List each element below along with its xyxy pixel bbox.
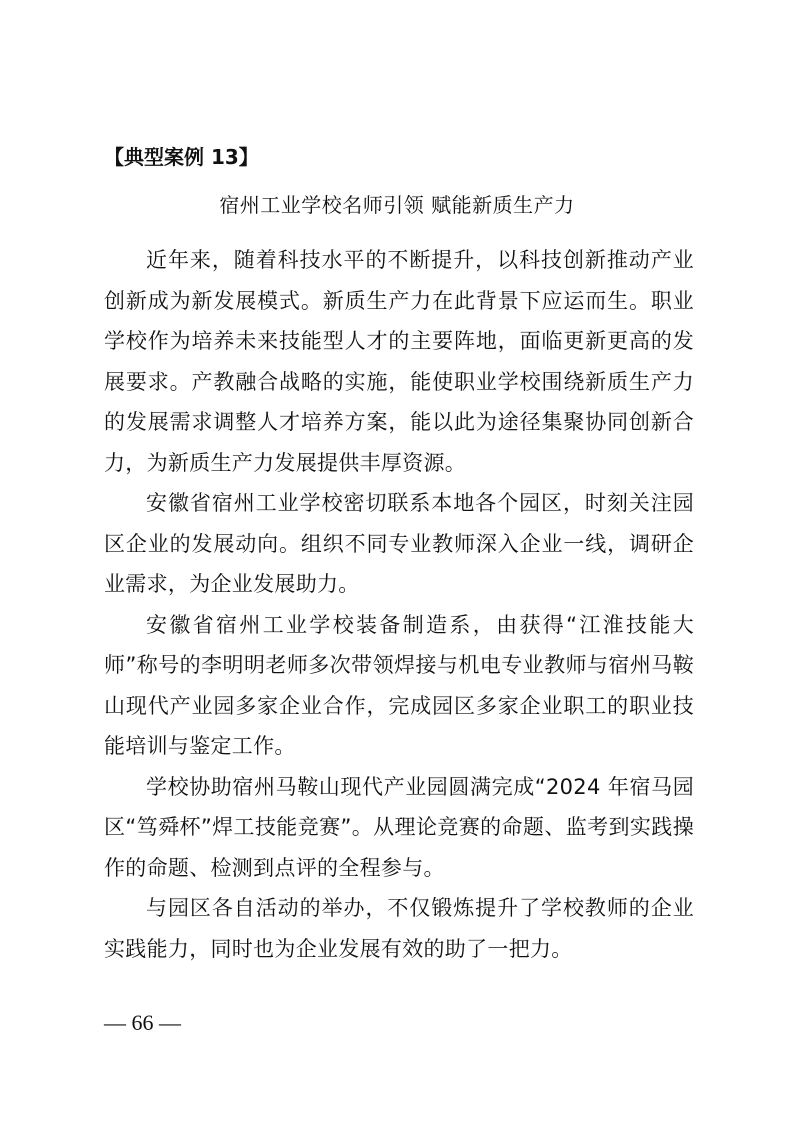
paragraph: 与园区各自活动的举办，不仅锻炼提升了学校教师的企业实践能力，同时也为企业发展有效的助了一把力。 [104,896,694,961]
paragraph: 学校协助宿州马鞍山现代产业园圆满完成“2024 年宿马园区“笃舜杯”焊工技能竞赛”。从理论竞赛的命题、监考到实践操作的命题、检测到点评的全程参与。 [104,774,694,880]
case-label: 【典型案例 13】 [104,145,259,169]
document-title: 宿州工业学校名师引领 赋能新质生产力 [219,193,575,217]
paragraph: 安徽省宿州工业学校密切联系本地各个园区，时刻关注园区企业的发展动向。组织不同专业教师深入企业一线，调研企业需求，为企业发展助力。 [104,491,694,596]
paragraph: 近年来，随着科技水平的不断提升，以科技创新推动产业创新成为新发展模式。新质生产力在此背景下应运而生。职业学校作为培养未来技能型人才的主要阵地，面临更新更高的发展要求。产教融合战略的实施，能使职业学校围绕新质生产力的发展需求调整人才培养方案，能以此为途径集聚协同创新合力，为新质生产力发展提供丰厚资源。 [104,248,694,475]
document-body [104,240,694,969]
paragraph: 安徽省宿州工业学校装备制造系，由获得“江淮技能大师”称号的李明明老师多次带领焊接与机电专业教师与宿州马鞍山现代产业园多家企业合作，完成园区多家企业职工的职业技能培训与鉴定工作。 [104,612,694,758]
page-number: — 66 — [104,1010,181,1035]
